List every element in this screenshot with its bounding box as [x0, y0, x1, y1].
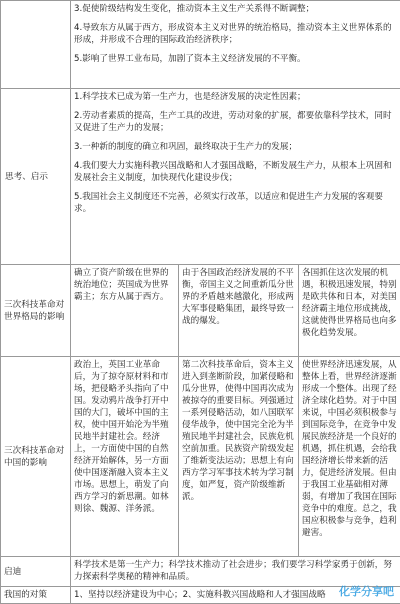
china-impact-first-revolution: 政治上，英国工业革命后，为了掠夺原材料和市场，把侵略矛头指向了中国。发动鸦片战争打开中国的大门，破坏中国的主权，使中国开始沦为半殖民地半封建社会。经济上，一方面使中国的自然经济开始解体，另一方面使中国逐渐融入资本主义市场。思想上，萌发了向西方学习的新思潮。如林则徐、魏源、洋务派。 [71, 357, 179, 557]
row-china-impact [1, 357, 400, 557]
influence-points-cell [71, 1, 400, 89]
policy-cell: 1、坚持以经济建设为中心；2、实施科教兴国战略和人才强国战略 [71, 587, 400, 604]
policy-label: 我国的对策 [1, 587, 71, 604]
thinking-point-2: 2.劳动者素质的提高，生产工具的改进，劳动对象的扩展，都要依靠科学技术，同时又促进了生产力的发展； [74, 110, 397, 134]
influence-point-4: 4.导致东方从属于西方，形成资本主义对世界的统治格局，推动资本主义世界体系的形成，并形成不合理的国际政治经济秩序； [74, 22, 397, 46]
insight-label: 启迪 [1, 557, 71, 587]
watermark-logo: 化学分享吧 [339, 586, 394, 598]
insight-cell: 科学技术是第一生产力；科学技术推动了社会进步；我们要学习科学家勇于创新，努力探索科学奥秘的精神和品质。 [71, 557, 400, 587]
influence-point-5: 5.影响了世界工业布局，加剧了资本主义经济发展的不平衡。 [74, 53, 397, 65]
china-impact-second-revolution: 第二次科技革命后，资本主义进入到垄断阶段，加紧侵略和瓜分世界，使得中国再次成为被掠夺的重要目标。列强通过一系列侵略活动，如八国联军侵华战争，使中国完全沦为半殖民地半封建社会，民族危机空前加重。民族资产阶级发起了维新变法运动；思想上有向西方学习军事技术转为学习制度，如严复，资产阶级维新派。 [179, 357, 299, 557]
thinking-label: 思考、启示 [1, 89, 71, 265]
world-pattern-first-revolution: 确立了资产阶级在世界的统治地位；英国成为世界霸主；东方从属于西方。 [71, 265, 179, 357]
row-thinking [1, 89, 400, 265]
china-impact-third-revolution: 使世界经济迅速发展，从整体上看，世界经济逐渐形成一个整体。出现了经济全球化趋势。对于中国来说，中国必须积极参与到国际竞争，在竞争中发展民族经济是一个良好的机遇，抓住机遇，会给我国经济增长带来新的活力，促进经济发展。但由于我国工业基础相对薄弱，有增加了我国在国际竞争中的难度。总之，我国应积极参与竞争，趋利避害。 [299, 357, 400, 557]
world-pattern-third-revolution: 各国抓住这次发展的机遇，积极迅速发展，特别是欧共体和日本，对美国经济霸主地位形成挑战，这就使得世界格局也向多极化趋势发展。 [299, 265, 400, 357]
thinking-point-5: 5.我国社会主义制度还不完善，必须实行改革，以适应和促进生产力发展的客观要求。 [74, 191, 397, 215]
row-world-pattern [1, 265, 400, 357]
world-pattern-label: 三次科技革命对世界格局的影响 [1, 265, 71, 357]
row-influence-continued [1, 1, 400, 89]
china-impact-label: 三次科技革命对中国的影响 [1, 357, 71, 557]
thinking-points-cell [71, 89, 400, 265]
thinking-point-4: 4.我们要大力实施科教兴国战略和人才强国战略，不断发展生产力，从根本上巩固和发展社会主义制度，加快现代化建设步伐； [74, 160, 397, 184]
influence-point-3: 3.促使阶级结构发生变化，推动资本主义生产关系得不断调整； [74, 3, 397, 15]
empty-label-cell [1, 1, 71, 89]
row-insight [1, 557, 400, 587]
world-pattern-second-revolution: 由于各国政治经济发展的不平衡，帝国主义之间重新瓜分世界的矛盾越来越激化，形成两大军事侵略集团，最终导致一战的爆发。 [179, 265, 299, 357]
thinking-point-3: 3.一种新的制度的确立和巩固，最终取决于生产力的发展； [74, 141, 397, 153]
thinking-point-1: 1.科学技术已成为第一生产力，也是经济发展的决定性因素； [74, 91, 397, 103]
